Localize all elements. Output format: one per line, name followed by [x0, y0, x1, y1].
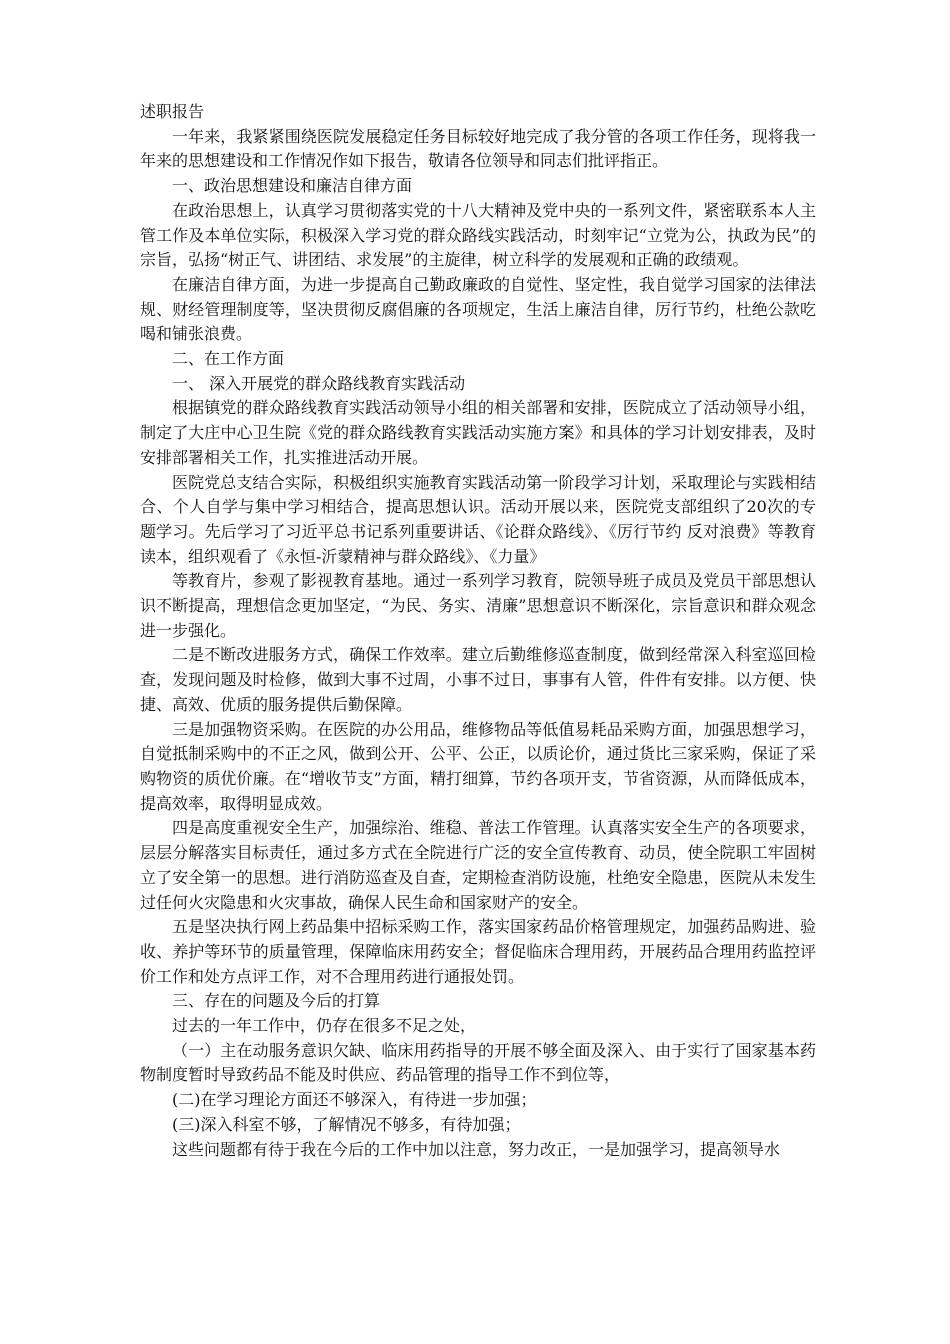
document-title: 述职报告: [140, 102, 205, 121]
document-body: [140, 100, 816, 1162]
subsection-heading-1: 一、 深入开展党的群众路线教育实践活动: [172, 373, 466, 393]
section-heading-3: 三、存在的问题及今后的打算: [172, 991, 381, 1011]
paragraph-integrity: 在廉洁自律方面，为进一步提高自己勤政廉政的自觉性、坚定性，我自觉学习国家的法律法规、财经管理制度等，坚决贯彻反腐倡廉的各项规定，生活上廉洁自律，厉行节约，杜绝公款吃喝和铺张浪费。: [140, 274, 816, 344]
paragraph-political-thought: 在政治思想上，认真学习贯彻落实党的十八大精神及党中央的一系列文件，紧密联系本人主管工作及本单位实际，积极深入学习党的群众路线实践活动，时刻牢记“立党为公，执政为民”的宗旨，弘扬“树正气、讲团结、求发展”的主旋律，树立科学的发展观和正确的政绩观。: [140, 200, 816, 270]
paragraph-service: 二是不断改进服务方式，确保工作效率。建立后勤维修巡查制度，做到经常深入科室巡回检查，发现问题及时检修，做到大事不过周，小事不过日，事事有人管，件件有安排。以方便、快捷、高效、优质的服务提供后勤保障。: [140, 645, 816, 714]
paragraph-safety: 四是高度重视安全生产，加强综治、维稳、普法工作管理。认真落实安全生产的各项要求，层层分解落实目标责任，通过多方式在全院进行广泛的安全宣传教育、动员，使全院职工牢固树立了安全第一的思想。进行消防巡查及自查，定期检查消防设施，杜绝安全隐患，医院从未发生过任何火灾隐患和火灾事故，确保人民生命和国家财产的安全。: [140, 818, 816, 912]
paragraph-intro: 一年来，我紧紧围绕医院发展稳定任务目标较好地完成了我分管的各项工作任务，现将我一年来的思想建设和工作情况作如下报告，敬请各位领导和同志们批评指正。: [140, 126, 816, 171]
paragraph-deployment: 根据镇党的群众路线教育实践活动领导小组的相关部署和安排，医院成立了活动领导小组，制定了大庄中心卫生院《党的群众路线教育实践活动实施方案》和具体的学习计划安排表，及时安排部署相关工作，扎实推进活动开展。: [140, 398, 816, 467]
paragraph-study-plan: 医院党总支结合实际，积极组织实施教育实践活动第一阶段学习计划，采取理论与实践相结合、个人自学与集中学习相结合，提高思想认识。活动开展以来，医院党支部组织了20次的专题学习。先后学习了习近平总书记系列重要讲话、《论群众路线》、《厉行节约 反对浪费》等教育读本，组织观看了《永恒-沂蒙精神与群众路线》、《力量》: [140, 472, 816, 566]
list-item-problem-3: (三)深入科室不够，了解情况不够多，有待加强；: [172, 1114, 521, 1134]
list-item-problem-1: （一）主在动服务意识欠缺、临床用药指导的开展不够全面及深入、由于实行了国家基本药物制度暂时导致药品不能及时供应、药品管理的指导工作不到位等，: [140, 1040, 816, 1085]
paragraph-procurement: 三是加强物资采购。在医院的办公用品，维修物品等低值易耗品采购方面，加强思想学习，自觉抵制采购中的不正之风，做到公开、公平、公正，以质论价，通过货比三家采购，保证了采购物资的质优价廉。在“增收节支”方面，精打细算，节约各项开支，节省资源，从而降低成本，提高效率，取得明显成效。: [140, 719, 816, 813]
paragraph-drug-purchase: 五是坚决执行网上药品集中招标采购工作，落实国家药品价格管理规定，加强药品购进、验收、养护等环节的质量管理，保障临床用药安全；督促临床合理用药，开展药品合理用药监控评价工作和处方点评工作，对不合理用药进行通报处罚。: [140, 917, 816, 986]
section-heading-2: 二、在工作方面: [172, 349, 285, 369]
paragraph-education-films: 等教育片，参观了影视教育基地。通过一系列学习教育，院领导班子成员及党员干部思想认识不断提高，理想信念更加坚定，“为民、务实、清廉”思想意识不断深化，宗旨意识和群众观念进一步强化。: [140, 571, 816, 640]
section-heading-1: 一、政治思想建设和廉洁自律方面: [172, 176, 413, 196]
paragraph-plans: 这些问题都有待于我在今后的工作中加以注意，努力改正，一是加强学习，提高领导水: [172, 1139, 781, 1159]
list-item-problem-2: (二)在学习理论方面还不够深入，有待进一步加强；: [172, 1090, 537, 1110]
paragraph-shortcomings: 过去的一年工作中，仍存在很多不足之处，: [172, 1016, 477, 1036]
